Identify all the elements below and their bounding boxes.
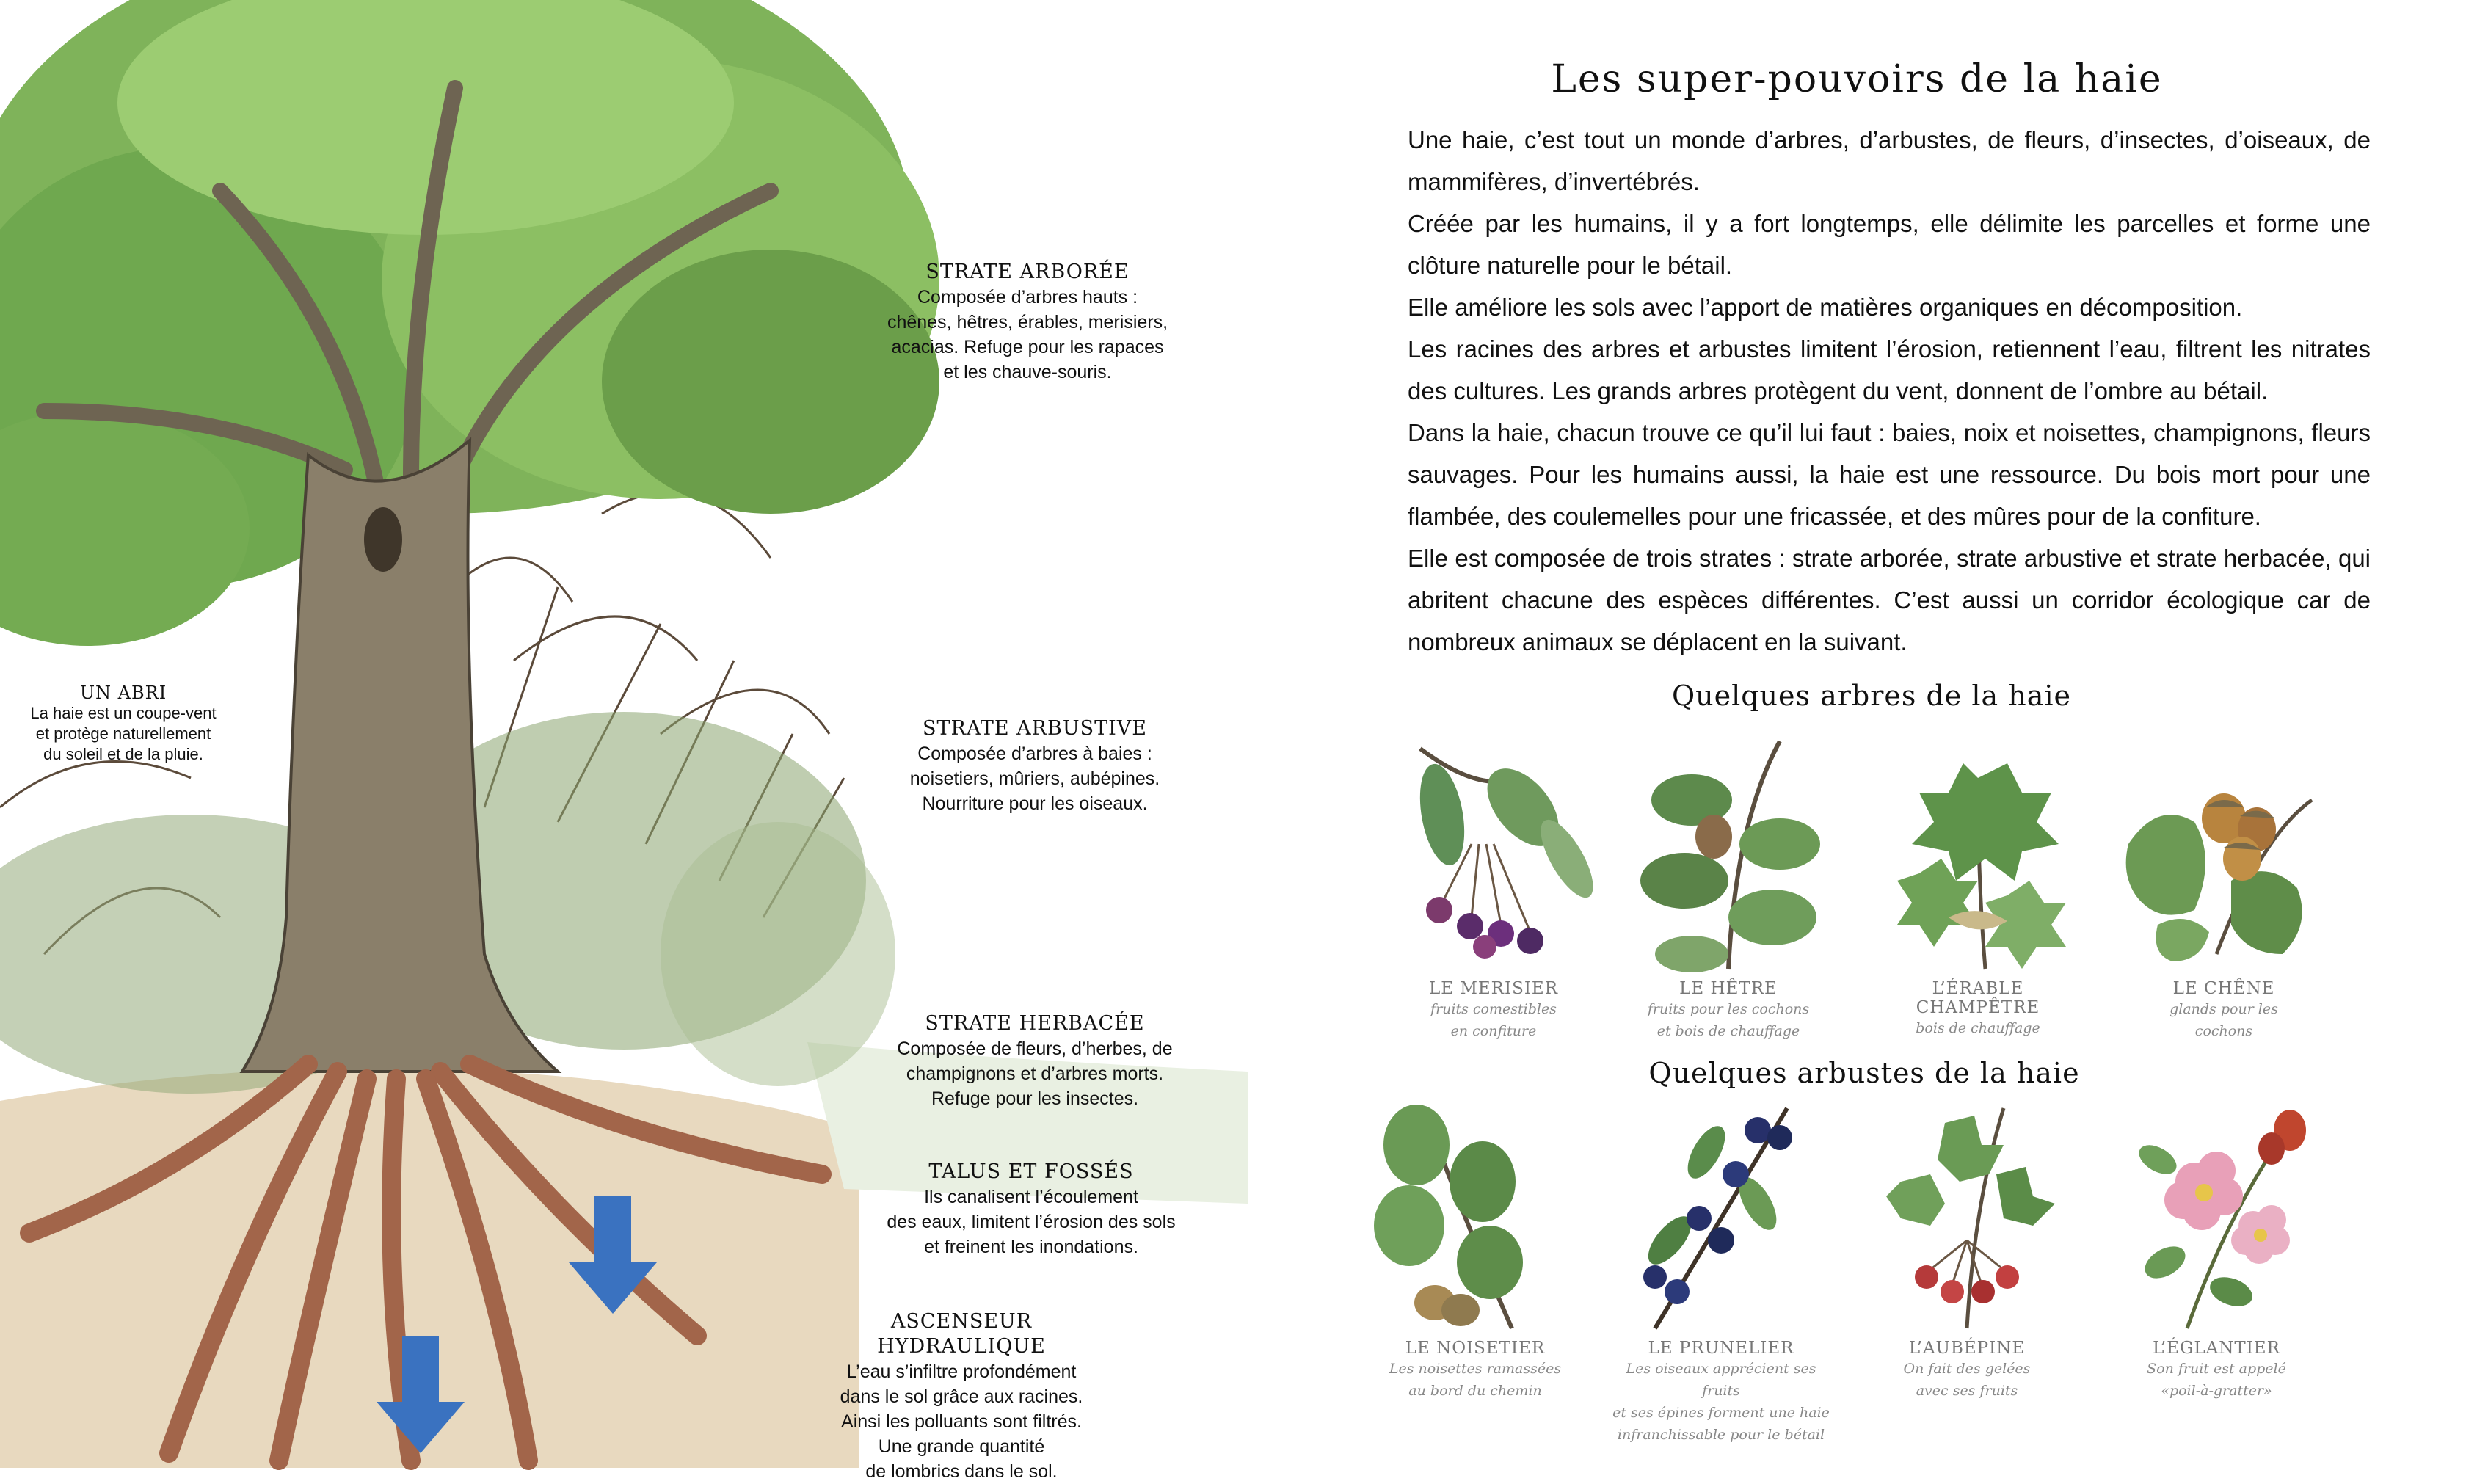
plant-eglantier: L’ÉGLANTIER Son fruit est appelé «poil-à-gratter»: [2106, 1094, 2327, 1402]
plant-name: LE PRUNELIER: [1648, 1339, 1794, 1358]
annotation-talus: TALUS ET FOSSÉS Ils canalisent l’écoulement des eaux, limitent l’érosion des sols et freinent les inondations.: [855, 1160, 1207, 1259]
plant-name: LE CHÊNE: [2172, 979, 2275, 998]
annotation-ascenseur: ASCENSEUR HYDRAULIQUE L’eau s’infiltre profondément dans le sol grâce aux racines. Ainsi les polluants sont filtrés. Une grande quantité de lombrics dans le sol.: [807, 1309, 1116, 1484]
prunelier-illustration: [1611, 1094, 1831, 1336]
plant-aubepine: L’AUBÉPINE On fait des gelées avec ses fruits: [1857, 1094, 2077, 1402]
plant-noisetier: LE NOISETIER Les noisettes ramassées au bord du chemin: [1365, 1094, 1585, 1402]
plant-hetre: LE HÊTRE fruits pour les cochons et bois de chauffage: [1618, 734, 1838, 1042]
paragraph: Elle améliore les sols avec l’apport de matières organiques en décomposition.: [1408, 294, 2243, 321]
tree-canopy: [0, 0, 939, 646]
annotation-strate-arbustive: STRATE ARBUSTIVE Composée d’arbres à baies : noisetiers, mûriers, aubépines. Nourriture pour les oiseaux.: [866, 716, 1204, 816]
page-title: Les super-pouvoirs de la haie: [1551, 57, 2163, 101]
noisetier-illustration: [1365, 1094, 1585, 1336]
plant-name: L’AUBÉPINE: [1908, 1339, 2026, 1358]
intro-text: [1408, 119, 2371, 663]
paragraph: Créée par les humains, il y a fort longtemps, elle délimite les parcelles et forme une clôture naturelle pour le bétail.: [1408, 210, 2371, 279]
section-title-arbustes: Quelques arbustes de la haie: [1648, 1057, 2080, 1089]
section-title-arbres: Quelques arbres de la haie: [1671, 680, 2072, 712]
paragraph: Une haie, c’est tout un monde d’arbres, d’arbustes, de fleurs, d’insectes, d’oiseaux, de mammifères, d’invertébrés.: [1408, 126, 2371, 195]
paragraph: Dans la haie, chacun trouve ce qu’il lui faut : baies, noix et noisettes, champignons, fleurs sauvages. Pour les humains aussi, la haie est une ressource. Du bois mort pour une flambée, des coulemelles pour une fricassée, et des mûres pour de la confiture.: [1408, 419, 2371, 530]
annotation-abri: UN ABRI La haie est un coupe-vent et protège naturellement du soleil et de la pluie.: [6, 683, 241, 765]
plant-erable: L’ÉRABLE CHAMPÊTRE bois de chauffage: [1868, 734, 2088, 1039]
paragraph: Elle est composée de trois strates : strate arborée, strate arbustive et strate herbacée, qui abritent chacune des espèces différentes. C’est aussi un corridor écologique car de nombreux animaux se déplacent en la suivant.: [1408, 545, 2371, 655]
annotation-strate-arboree: STRATE ARBORÉE Composée d’arbres hauts : chênes, hêtres, érables, merisiers, acacias. Refuge pour les rapaces et les chauve-souris.: [851, 260, 1204, 385]
annotation-title: STRATE ARBUSTIVE: [923, 717, 1147, 740]
paragraph: Les racines des arbres et arbustes limitent l’érosion, retiennent l’eau, filtrent les nitrates des cultures. Les grands arbres protègent du vent, donnent de l’ombre au bétail.: [1408, 335, 2371, 404]
annotation-title: ASCENSEUR HYDRAULIQUE: [877, 1310, 1046, 1358]
plant-name: L’ÉGLANTIER: [2153, 1339, 2280, 1358]
hetre-illustration: [1626, 734, 1831, 976]
plant-name: LE NOISETIER: [1405, 1339, 1546, 1358]
merisier-illustration: [1391, 734, 1596, 976]
plant-merisier: LE MERISIER fruits comestibles en confiture: [1383, 734, 1604, 1042]
aubepine-illustration: [1857, 1094, 2077, 1336]
eglantier-illustration: [2106, 1094, 2327, 1336]
erable-illustration: [1875, 734, 2081, 976]
annotation-title: TALUS ET FOSSÉS: [928, 1160, 1134, 1183]
annotation-strate-herbacee: STRATE HERBACÉE Composée de fleurs, d’herbes, de champignons et d’arbres morts. Refuge pour les insectes.: [859, 1011, 1211, 1111]
annotation-title: STRATE ARBORÉE: [925, 261, 1130, 283]
owl-hollow: [364, 507, 402, 572]
plant-name: L’ÉRABLE CHAMPÊTRE: [1916, 979, 2040, 1017]
annotation-title: STRATE HERBACÉE: [925, 1012, 1145, 1035]
plant-name: LE HÊTRE: [1679, 979, 1778, 998]
plant-chene: LE CHÊNE glands pour les cochons: [2114, 734, 2334, 1042]
plant-prunelier: LE PRUNELIER Les oiseaux apprécient ses fruits et ses épines forment une haie infranchissable pour le bétail: [1611, 1094, 1831, 1446]
annotation-title: UN ABRI: [79, 683, 167, 703]
chene-illustration: [2114, 734, 2334, 976]
plant-name: LE MERISIER: [1428, 979, 1559, 998]
